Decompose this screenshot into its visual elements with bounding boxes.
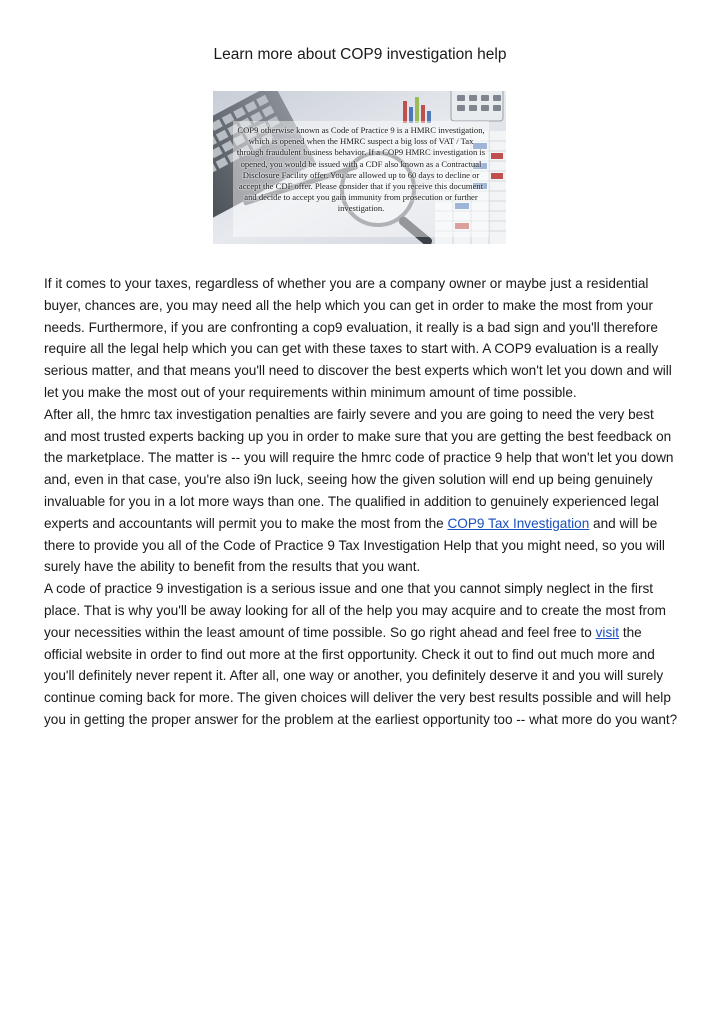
hero-image-caption: COP9 otherwise known as Code of Practice 9 is a HMRC investigation, which is opened when the HMRC suspect a big loss of VAT / Tax through fraudulent business behavior. If a COP9 HMRC investigation is opened, you would be issued with a CDF also known as a Contractual Disclosure Facility offer. You are allowed up to 60 days to decline or accept the CDF offer. Please consider that if you receive this document and decide to accept you gain immunity from prosecution or further investigation. bbox=[236, 125, 486, 214]
calculator-graphic bbox=[451, 91, 503, 121]
page-title: Learn more about COP9 investigation help bbox=[213, 46, 507, 63]
article-paragraph-2 bbox=[44, 404, 680, 578]
paragraph-2-text-before-link: After all, the hmrc tax investigation penalties are fairly severe and you are going to need the very best and most trusted experts backing up you in order to make sure that you are getting the best feedback on the marketplace. The matter is -- you will require the hmrc code of practice 9 help that won't let you down and, even in that case, you're also i9n luck, seeing how the given solution will end up being genuinely invaluable for you in a lot more ways than one. The qualified in addition to genuinely experienced legal experts and accountants will permit you to make the most from the bbox=[44, 406, 674, 531]
article-paragraph-1: If it comes to your taxes, regardless of whether you are a company owner or maybe just a residential buyer, chances are, you may need all the help which you can get in order to make the most from your needs. Furthermore, if you are confronting a cop9 evaluation, it really is a bad sign and you'll therefore require all the legal help which you can get with these taxes to start with. A COP9 evaluation is a really serious matter, and that means you'll need to discover the best experts which won't let you down and will let you make the most out of your requirements within minimum amount of time possible. bbox=[44, 276, 672, 400]
paragraph-2-text-after-link: and will be there to provide you all of the Code of Practice 9 Tax Investigation Help that you might need, so you will surely have the ability to benefit from the results that you want. bbox=[44, 515, 665, 575]
cop9-tax-investigation-link[interactable]: COP9 Tax Investigation bbox=[447, 515, 590, 531]
visit-link[interactable]: visit bbox=[595, 624, 620, 640]
paragraph-3-text-before-link: A code of practice 9 investigation is a serious issue and one that you cannot simply neglect in the first place. That is why you'll be away looking for all of the help you may acquire and to create the most from your necessities within the least amount of time possible. So go right ahead and feel free to bbox=[44, 581, 666, 640]
paragraph-3-text-after-link: the official website in order to find out more at the first opportunity. Check it out to find out much more and you'll definitely never repent it. After all, one way or another, you definitely deserve it and you will surely continue coming back for more. The given choices will deliver the very best results possible and will help you in getting the proper answer for the problem at the earliest opportunity too -- what more do you want? bbox=[44, 624, 678, 727]
article-body bbox=[44, 273, 680, 731]
hero-image bbox=[213, 91, 506, 244]
article-paragraph-3 bbox=[44, 578, 680, 731]
